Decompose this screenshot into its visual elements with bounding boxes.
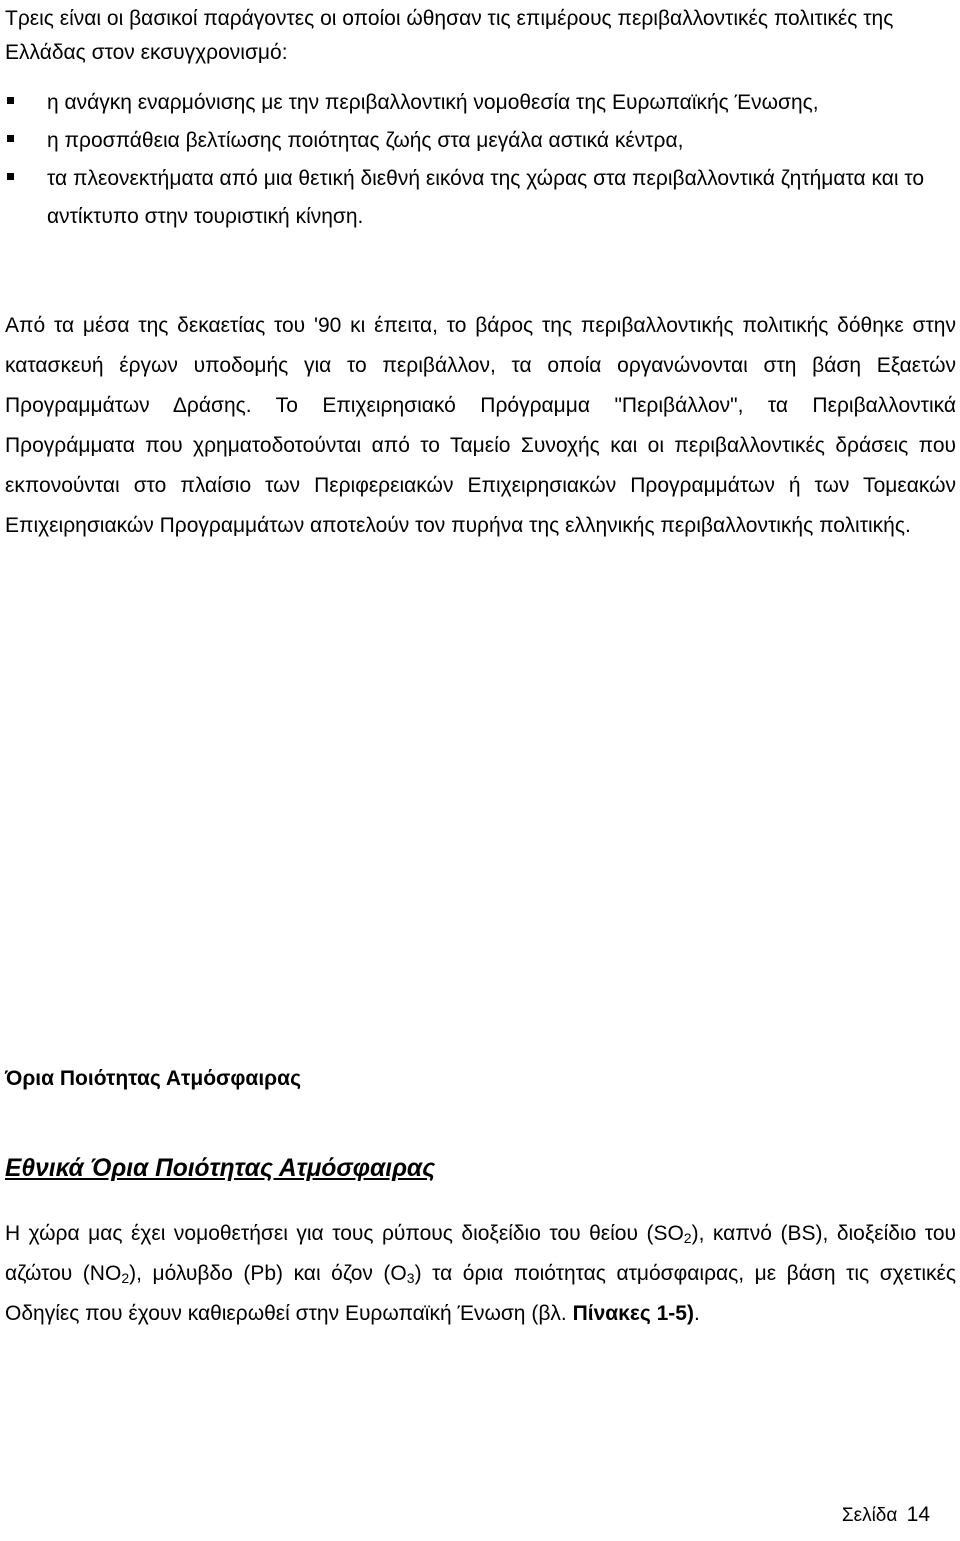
subscript: 3 xyxy=(406,1270,415,1286)
list-item xyxy=(5,84,956,122)
list-item xyxy=(5,122,956,160)
list-item-text: η ανάγκη εναρμόνισης με την περιβαλλοντική νομοθεσία της Ευρωπαϊκής Ένωσης, xyxy=(47,91,819,114)
square-bullet-icon xyxy=(7,97,14,104)
subscript: 2 xyxy=(121,1270,130,1286)
list-item xyxy=(5,160,956,236)
limits-text-5: . xyxy=(693,1302,700,1325)
factors-list xyxy=(5,84,956,236)
page-footer xyxy=(842,1503,930,1528)
limits-text-4: ) τα όρια ποιότητας ατμόσφαιρας, με βάση τις σχετικές Οδηγίες που έχουν καθιερωθεί στην Ευρωπαϊκή Ένωση (βλ. xyxy=(5,1262,956,1325)
page-label: Σελίδα xyxy=(841,1505,898,1526)
limits-paragraph xyxy=(5,1214,956,1334)
policy-paragraph: Από τα μέσα της δεκαετίας του '90 κι έπειτα, το βάρος της περιβαλλοντικής πολιτικής δόθηκε στην κατασκευή έργων υποδομής για το περιβάλλον, τα οποία οργανώνονται στη βάση Εξαετών Προγραμμάτων Δράσης. Το Επιχειρησιακό Πρόγραμμα "Περιβάλλον", τα Περιβαλλοντικά Προγράμματα που χρηματοδοτούνται από το Ταμείο Συνοχής και οι περιβαλλοντικές δράσεις που εκπονούνται στο πλαίσιο των Περιφερειακών Επιχειρησιακών Προγραμμάτων ή των Τομεακών Επιχειρησιακών Προγραμμάτων αποτελούν τον πυρήνα της ελληνικής περιβαλλοντικής πολιτικής. xyxy=(5,314,956,537)
limits-text-3: ), μόλυβδο (Pb) και όζον (O xyxy=(129,1262,407,1285)
list-item-text: η προσπάθεια βελτίωσης ποιότητας ζωής στα μεγάλα αστικά κέντρα, xyxy=(47,129,684,152)
square-bullet-icon xyxy=(7,173,14,180)
limits-text-2: ), καπνό (BS), διοξείδιο του αζώτου (NO xyxy=(5,1222,956,1285)
subscript: 2 xyxy=(683,1230,692,1246)
limits-text-1: Η χώρα μας έχει νομοθετήσει για τους ρύπους διοξείδιο του θείου (SO xyxy=(5,1222,684,1245)
page-number: 14 xyxy=(906,1503,930,1526)
list-item-text: τα πλεονεκτήματα από μια θετική διεθνή εικόνα της χώρας στα περιβαλλοντικά ζητήματα και το αντίκτυπο στην τουριστική κίνηση. xyxy=(47,167,925,228)
tables-reference: Πίνακες 1-5) xyxy=(572,1302,694,1325)
section-heading: Όρια Ποιότητας Ατμόσφαιρας xyxy=(5,1067,301,1090)
section-subheading: Εθνικά Όρια Ποιότητας Ατμόσφαιρας xyxy=(5,1155,436,1182)
square-bullet-icon xyxy=(7,135,14,142)
intro-text: Τρεις είναι οι βασικοί παράγοντες οι οποίοι ώθησαν τις επιμέρους περιβαλλοντικές πολιτικές της Ελλάδας στον εκσυγχρονισμό: xyxy=(5,7,894,64)
